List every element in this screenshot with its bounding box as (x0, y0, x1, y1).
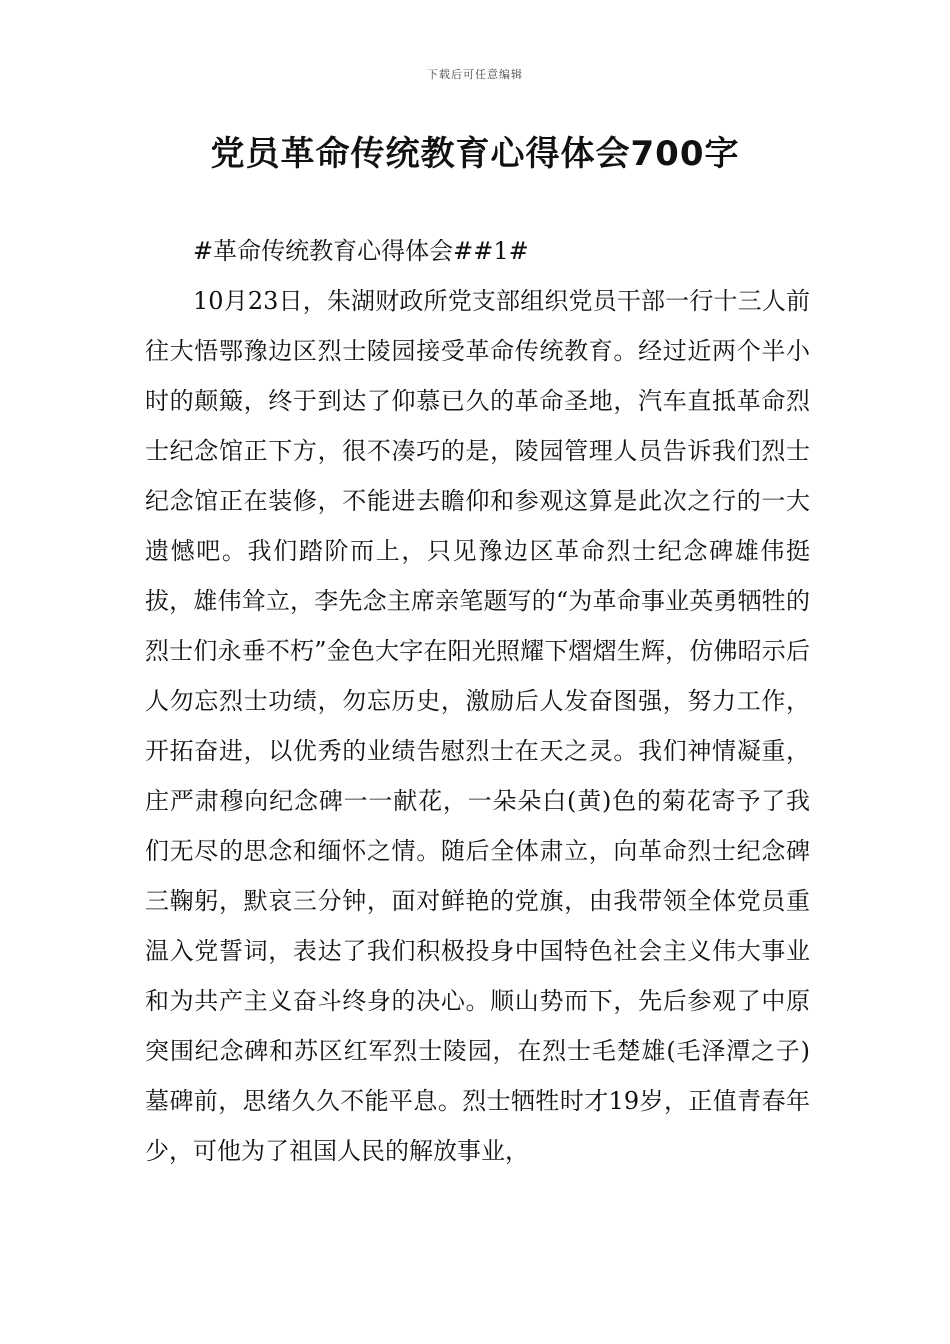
section-heading: #革命传统教育心得体会##1# (193, 237, 529, 265)
header-note: 下载后可任意编辑 (427, 68, 523, 81)
document-title: 党员革命传统教育心得体会700字 (210, 134, 740, 174)
paragraph: 10月23日，朱湖财政所党支部组织党员干部一行十三人前往大悟鄂豫边区烈士陵园接受革命传统教育。经过近两个半小时的颠簸，终于到达了仰慕已久的革命圣地，汽车直抵革命烈士纪念馆正下方，很不凑巧的是，陵园管理人员告诉我们烈士纪念馆正在装修，不能进去瞻仰和参观这算是此次之行的一大遗憾吧。我们踏阶而上，只见豫边区革命烈士纪念碑雄伟挺拔，雄伟耸立，李先念主席亲笔题写的“为革命事业英勇牺牲的烈士们永垂不朽”金色大字在阳光照耀下熠熠生辉，仿佛昭示后人勿忘烈士功绩，勿忘历史，激励后人发奋图强，努力工作，开拓奋进，以优秀的业绩告慰烈士在天之灵。我们神情凝重，庄严肃穆向纪念碑一一献花，一朵朵白(黄)色的菊花寄予了我们无尽的思念和缅怀之情。随后全体肃立，向革命烈士纪念碑三鞠躬，默哀三分钟，面对鲜艳的党旗，由我带领全体党员重温入党誓词，表达了我们积极投身中国特色社会主义伟大事业和为共产主义奋斗终身的决心。顺山势而下，先后参观了中原突围纪念碑和苏区红军烈士陵园，在烈士毛楚雄(毛泽潭之子)墓碑前，思绪久久不能平息。烈士牺牲时才19岁，正值青春年少，可他为了祖国人民的解放事业， (145, 287, 810, 1165)
document-body (145, 226, 810, 1176)
